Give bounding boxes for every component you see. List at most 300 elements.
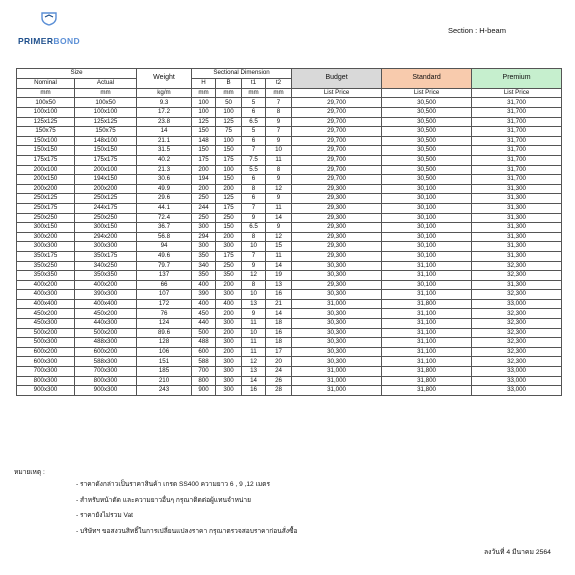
t1-cell: 10: [242, 290, 266, 300]
t2-cell: 8: [266, 108, 292, 118]
nominal-cell: 200x200: [17, 184, 75, 194]
weight-cell: 23.8: [137, 117, 192, 127]
weight-cell: 107: [137, 290, 192, 300]
note-item: - สำหรับหน้าตัด และความยาวอื่นๆ กรุณาติดต่อผู้แทนจำหน่าย: [76, 496, 251, 504]
standard-price-cell: 31,100: [382, 357, 472, 367]
budget-header: Budget: [292, 69, 382, 89]
h-cell: 350: [192, 251, 216, 261]
table-row: [17, 232, 562, 242]
actual-cell: 400x200: [75, 280, 137, 290]
nominal-cell: 300x300: [17, 242, 75, 252]
t1-cell: 7: [242, 203, 266, 213]
t2-cell: 12: [266, 184, 292, 194]
t2-cell: 17: [266, 347, 292, 357]
table-row: [17, 146, 562, 156]
t1-cell: 5: [242, 98, 266, 108]
table-row: [17, 357, 562, 367]
standard-price-cell: 30,100: [382, 232, 472, 242]
t1-cell: 8: [242, 184, 266, 194]
budget-price-cell: 30,300: [292, 319, 382, 329]
h-cell: 194: [192, 175, 216, 185]
t1-cell: 11: [242, 347, 266, 357]
h-cell: 150: [192, 127, 216, 137]
t2-cell: 16: [266, 290, 292, 300]
h-cell: 100: [192, 108, 216, 118]
standard-price-cell: 31,100: [382, 338, 472, 348]
budget-price-cell: 29,300: [292, 213, 382, 223]
nominal-cell: 150x150: [17, 146, 75, 156]
t1-cell: 6.5: [242, 223, 266, 233]
standard-header: Standard: [382, 69, 472, 89]
table-row: [17, 367, 562, 377]
actual-cell: 450x200: [75, 309, 137, 319]
weight-cell: 243: [137, 386, 192, 396]
standard-price-cell: 30,100: [382, 213, 472, 223]
t1-cell: 10: [242, 328, 266, 338]
premium-price-cell: 31,300: [472, 232, 562, 242]
standard-price-cell: 30,100: [382, 242, 472, 252]
t1-cell: 10: [242, 242, 266, 252]
b-cell: 300: [216, 242, 242, 252]
table-row: [17, 376, 562, 386]
unit-actual: mm: [75, 89, 137, 98]
nominal-cell: 400x400: [17, 299, 75, 309]
budget-price-cell: 30,300: [292, 347, 382, 357]
premium-price-cell: 32,300: [472, 309, 562, 319]
budget-price-cell: 30,300: [292, 328, 382, 338]
standard-price-cell: 30,500: [382, 127, 472, 137]
nominal-cell: 350x175: [17, 251, 75, 261]
nominal-cell: 400x300: [17, 290, 75, 300]
budget-price-cell: 29,300: [292, 223, 382, 233]
t1-cell: 6: [242, 194, 266, 204]
budget-price-cell: 30,300: [292, 271, 382, 281]
b-cell: 175: [216, 251, 242, 261]
t2-cell: 9: [266, 194, 292, 204]
section-title: Section : H-beam: [448, 26, 506, 35]
budget-price-cell: 31,000: [292, 386, 382, 396]
h-cell: 600: [192, 347, 216, 357]
nominal-cell: 250x175: [17, 203, 75, 213]
b-cell: 200: [216, 309, 242, 319]
standard-price-cell: 30,100: [382, 280, 472, 290]
t1-cell: 14: [242, 376, 266, 386]
notes-section: [14, 466, 298, 535]
standard-price-cell: 31,100: [382, 309, 472, 319]
b-header: B: [216, 79, 242, 89]
table-row: [17, 98, 562, 108]
standard-price-cell: 31,100: [382, 290, 472, 300]
h-cell: 250: [192, 194, 216, 204]
budget-price-cell: 29,700: [292, 146, 382, 156]
table-row: [17, 338, 562, 348]
h-cell: 340: [192, 261, 216, 271]
table-row: [17, 165, 562, 175]
t2-cell: 18: [266, 319, 292, 329]
note-item: - ราคาดังกล่าวเป็นราคาสินค้า เกรด SS400 ความยาว 6 , 9 ,12 เมตร: [76, 481, 270, 488]
h-cell: 150: [192, 146, 216, 156]
b-cell: 150: [216, 223, 242, 233]
h-cell: 350: [192, 271, 216, 281]
budget-price-cell: 29,700: [292, 175, 382, 185]
standard-price-cell: 30,500: [382, 175, 472, 185]
standard-price-cell: 30,100: [382, 184, 472, 194]
actual-cell: 100x100: [75, 108, 137, 118]
actual-cell: 800x300: [75, 376, 137, 386]
h-cell: 250: [192, 213, 216, 223]
budget-price-cell: 30,300: [292, 290, 382, 300]
nominal-cell: 450x300: [17, 319, 75, 329]
actual-cell: 200x200: [75, 184, 137, 194]
weight-cell: 30.6: [137, 175, 192, 185]
weight-cell: 9.3: [137, 98, 192, 108]
budget-price-cell: 29,700: [292, 98, 382, 108]
actual-cell: 400x400: [75, 299, 137, 309]
weight-cell: 36.7: [137, 223, 192, 233]
actual-cell: 100x50: [75, 98, 137, 108]
actual-cell: 125x125: [75, 117, 137, 127]
weight-cell: 76: [137, 309, 192, 319]
premium-price-cell: 31,700: [472, 146, 562, 156]
premium-price-cell: 31,300: [472, 251, 562, 261]
h-cell: 300: [192, 223, 216, 233]
t1-cell: 5.5: [242, 165, 266, 175]
budget-price-cell: 29,300: [292, 280, 382, 290]
t1-cell: 12: [242, 271, 266, 281]
weight-cell: 172: [137, 299, 192, 309]
t2-cell: 19: [266, 271, 292, 281]
table-row: [17, 251, 562, 261]
nominal-cell: 250x125: [17, 194, 75, 204]
weight-cell: 79.7: [137, 261, 192, 271]
weight-cell: 29.6: [137, 194, 192, 204]
t2-cell: 16: [266, 328, 292, 338]
budget-price-cell: 29,700: [292, 108, 382, 118]
budget-price-cell: 30,300: [292, 309, 382, 319]
actual-cell: 300x300: [75, 242, 137, 252]
nominal-cell: 300x200: [17, 232, 75, 242]
t2-cell: 14: [266, 309, 292, 319]
premium-price-cell: 31,300: [472, 242, 562, 252]
table-row: [17, 280, 562, 290]
b-cell: 150: [216, 175, 242, 185]
t2-cell: 14: [266, 213, 292, 223]
table-row: [17, 223, 562, 233]
weight-cell: 185: [137, 367, 192, 377]
t2-cell: 7: [266, 98, 292, 108]
premium-price-cell: 32,300: [472, 338, 562, 348]
nominal-cell: 200x150: [17, 175, 75, 185]
b-cell: 150: [216, 146, 242, 156]
table-row: [17, 136, 562, 146]
nominal-cell: 150x75: [17, 127, 75, 137]
h-cell: 900: [192, 386, 216, 396]
premium-header: Premium: [472, 69, 562, 89]
weight-cell: 128: [137, 338, 192, 348]
premium-price-cell: 31,700: [472, 108, 562, 118]
h-cell: 294: [192, 232, 216, 242]
document-date: ลงวันที่ 4 มีนาคม 2564: [484, 549, 551, 556]
premium-price-cell: 31,300: [472, 280, 562, 290]
b-cell: 200: [216, 280, 242, 290]
table-row: [17, 319, 562, 329]
price-table: [16, 68, 562, 396]
actual-cell: 250x250: [75, 213, 137, 223]
unit-t2: mm: [266, 89, 292, 98]
actual-header: Actual: [75, 79, 137, 89]
unit-weight: kg/m: [137, 89, 192, 98]
premium-price-cell: 33,000: [472, 386, 562, 396]
h-cell: 400: [192, 299, 216, 309]
b-cell: 200: [216, 232, 242, 242]
t1-cell: 11: [242, 338, 266, 348]
nominal-cell: 250x250: [17, 213, 75, 223]
t2-cell: 11: [266, 155, 292, 165]
b-cell: 300: [216, 367, 242, 377]
t2-cell: 24: [266, 367, 292, 377]
standard-price-cell: 30,100: [382, 251, 472, 261]
budget-price-cell: 29,300: [292, 184, 382, 194]
b-cell: 300: [216, 319, 242, 329]
actual-cell: 440x300: [75, 319, 137, 329]
t2-cell: 15: [266, 242, 292, 252]
t2-cell: 11: [266, 251, 292, 261]
t1-cell: 8: [242, 232, 266, 242]
weight-cell: 89.6: [137, 328, 192, 338]
weight-cell: 66: [137, 280, 192, 290]
h-cell: 300: [192, 242, 216, 252]
premium-price-cell: 32,300: [472, 328, 562, 338]
unit-t1: mm: [242, 89, 266, 98]
b-cell: 300: [216, 290, 242, 300]
h-cell: 588: [192, 357, 216, 367]
premium-price-cell: 31,300: [472, 203, 562, 213]
table-row: [17, 175, 562, 185]
table-row: [17, 271, 562, 281]
h-cell: 100: [192, 98, 216, 108]
sectional-dimension-header: Sectional Dimension: [192, 69, 292, 79]
nominal-cell: 400x200: [17, 280, 75, 290]
weight-cell: 137: [137, 271, 192, 281]
h-cell: 200: [192, 165, 216, 175]
budget-price-cell: 29,700: [292, 165, 382, 175]
nominal-cell: 100x50: [17, 98, 75, 108]
nominal-cell: 800x300: [17, 376, 75, 386]
actual-cell: 244x175: [75, 203, 137, 213]
t2-header: t2: [266, 79, 292, 89]
unit-nominal: mm: [17, 89, 75, 98]
budget-price-cell: 31,000: [292, 376, 382, 386]
h-cell: 800: [192, 376, 216, 386]
weight-cell: 56.8: [137, 232, 192, 242]
t2-cell: 10: [266, 146, 292, 156]
size-header: Size: [17, 69, 137, 79]
budget-price-cell: 31,000: [292, 299, 382, 309]
table-row: [17, 328, 562, 338]
standard-price-cell: 31,100: [382, 319, 472, 329]
budget-price-cell: 29,300: [292, 251, 382, 261]
actual-cell: 500x200: [75, 328, 137, 338]
t2-cell: 7: [266, 127, 292, 137]
actual-cell: 588x300: [75, 357, 137, 367]
logo-wordmark: PRIMERBOND: [17, 36, 81, 46]
premium-price-cell: 31,700: [472, 175, 562, 185]
t1-cell: 9: [242, 309, 266, 319]
premium-price-cell: 31,700: [472, 117, 562, 127]
weight-cell: 106: [137, 347, 192, 357]
standard-price-cell: 30,500: [382, 155, 472, 165]
actual-cell: 194x150: [75, 175, 137, 185]
actual-cell: 200x100: [75, 165, 137, 175]
table-row: [17, 108, 562, 118]
budget-price-cell: 29,300: [292, 232, 382, 242]
weight-cell: 94: [137, 242, 192, 252]
weight-cell: 40.2: [137, 155, 192, 165]
premium-price-cell: 31,300: [472, 194, 562, 204]
actual-cell: 700x300: [75, 367, 137, 377]
standard-price-cell: 31,800: [382, 376, 472, 386]
t2-cell: 9: [266, 223, 292, 233]
standard-price-cell: 31,800: [382, 386, 472, 396]
t2-cell: 9: [266, 175, 292, 185]
nominal-cell: 350x250: [17, 261, 75, 271]
b-cell: 350: [216, 271, 242, 281]
table-row: [17, 242, 562, 252]
weight-cell: 210: [137, 376, 192, 386]
t2-cell: 21: [266, 299, 292, 309]
b-cell: 200: [216, 347, 242, 357]
t1-cell: 9: [242, 261, 266, 271]
standard-price-cell: 30,100: [382, 194, 472, 204]
nominal-cell: 900x300: [17, 386, 75, 396]
premium-price-cell: 31,700: [472, 165, 562, 175]
premium-price-cell: 33,000: [472, 376, 562, 386]
t2-cell: 14: [266, 261, 292, 271]
table-row: [17, 155, 562, 165]
nominal-cell: 175x175: [17, 155, 75, 165]
t2-cell: 28: [266, 386, 292, 396]
t2-cell: 18: [266, 338, 292, 348]
t2-cell: 8: [266, 165, 292, 175]
weight-cell: 21.3: [137, 165, 192, 175]
t1-cell: 6: [242, 136, 266, 146]
t1-cell: 5: [242, 127, 266, 137]
b-cell: 250: [216, 213, 242, 223]
premium-price-cell: 31,300: [472, 213, 562, 223]
nominal-cell: 450x200: [17, 309, 75, 319]
budget-price-cell: 29,300: [292, 194, 382, 204]
actual-cell: 148x100: [75, 136, 137, 146]
weight-cell: 49.9: [137, 184, 192, 194]
b-cell: 100: [216, 108, 242, 118]
budget-price-cell: 31,000: [292, 367, 382, 377]
premium-price-cell: 31,300: [472, 184, 562, 194]
premium-price-cell: 32,300: [472, 357, 562, 367]
t2-cell: 9: [266, 136, 292, 146]
premium-price-cell: 31,300: [472, 223, 562, 233]
nominal-cell: 600x300: [17, 357, 75, 367]
standard-price-cell: 31,100: [382, 347, 472, 357]
budget-price-cell: 30,300: [292, 357, 382, 367]
t1-cell: 12: [242, 357, 266, 367]
nominal-cell: 150x100: [17, 136, 75, 146]
budget-price-cell: 30,300: [292, 338, 382, 348]
t1-cell: 11: [242, 319, 266, 329]
standard-price-cell: 30,500: [382, 146, 472, 156]
company-logo: [14, 12, 84, 52]
t1-cell: 6.5: [242, 117, 266, 127]
table-row: [17, 386, 562, 396]
table-row: [17, 203, 562, 213]
list-price-standard: List Price: [382, 89, 472, 98]
h-cell: 244: [192, 203, 216, 213]
notes-list: [76, 480, 436, 542]
standard-price-cell: 31,100: [382, 261, 472, 271]
actual-cell: 294x200: [75, 232, 137, 242]
table-row: [17, 194, 562, 204]
h-cell: 450: [192, 309, 216, 319]
actual-cell: 350x175: [75, 251, 137, 261]
t1-cell: 16: [242, 386, 266, 396]
budget-price-cell: 29,700: [292, 136, 382, 146]
b-cell: 125: [216, 194, 242, 204]
weight-header: Weight: [137, 69, 192, 89]
premium-price-cell: 32,300: [472, 271, 562, 281]
budget-price-cell: 30,300: [292, 261, 382, 271]
premium-price-cell: 31,700: [472, 127, 562, 137]
b-cell: 200: [216, 328, 242, 338]
weight-cell: 17.2: [137, 108, 192, 118]
actual-cell: 150x150: [75, 146, 137, 156]
premium-price-cell: 33,000: [472, 367, 562, 377]
t2-cell: 13: [266, 280, 292, 290]
budget-price-cell: 29,700: [292, 127, 382, 137]
unit-b: mm: [216, 89, 242, 98]
premium-price-cell: 32,300: [472, 290, 562, 300]
nominal-cell: 700x300: [17, 367, 75, 377]
standard-price-cell: 30,500: [382, 98, 472, 108]
weight-cell: 44.1: [137, 203, 192, 213]
t1-cell: 13: [242, 367, 266, 377]
standard-price-cell: 31,800: [382, 299, 472, 309]
premium-price-cell: 32,300: [472, 261, 562, 271]
weight-cell: 49.6: [137, 251, 192, 261]
weight-cell: 151: [137, 357, 192, 367]
actual-cell: 488x300: [75, 338, 137, 348]
b-cell: 75: [216, 127, 242, 137]
standard-price-cell: 31,100: [382, 271, 472, 281]
list-price-premium: List Price: [472, 89, 562, 98]
table-row: [17, 261, 562, 271]
t1-cell: 6: [242, 108, 266, 118]
standard-price-cell: 30,100: [382, 223, 472, 233]
t2-cell: 9: [266, 117, 292, 127]
table-row: [17, 213, 562, 223]
actual-cell: 175x175: [75, 155, 137, 165]
h-cell: 125: [192, 117, 216, 127]
nominal-cell: 600x200: [17, 347, 75, 357]
nominal-cell: 500x300: [17, 338, 75, 348]
h-cell: 390: [192, 290, 216, 300]
list-price-budget: List Price: [292, 89, 382, 98]
premium-price-cell: 31,700: [472, 98, 562, 108]
actual-cell: 250x125: [75, 194, 137, 204]
weight-cell: 31.5: [137, 146, 192, 156]
premium-price-cell: 32,300: [472, 347, 562, 357]
notes-title: หมายเหตุ :: [14, 469, 45, 476]
weight-cell: 124: [137, 319, 192, 329]
b-cell: 100: [216, 136, 242, 146]
